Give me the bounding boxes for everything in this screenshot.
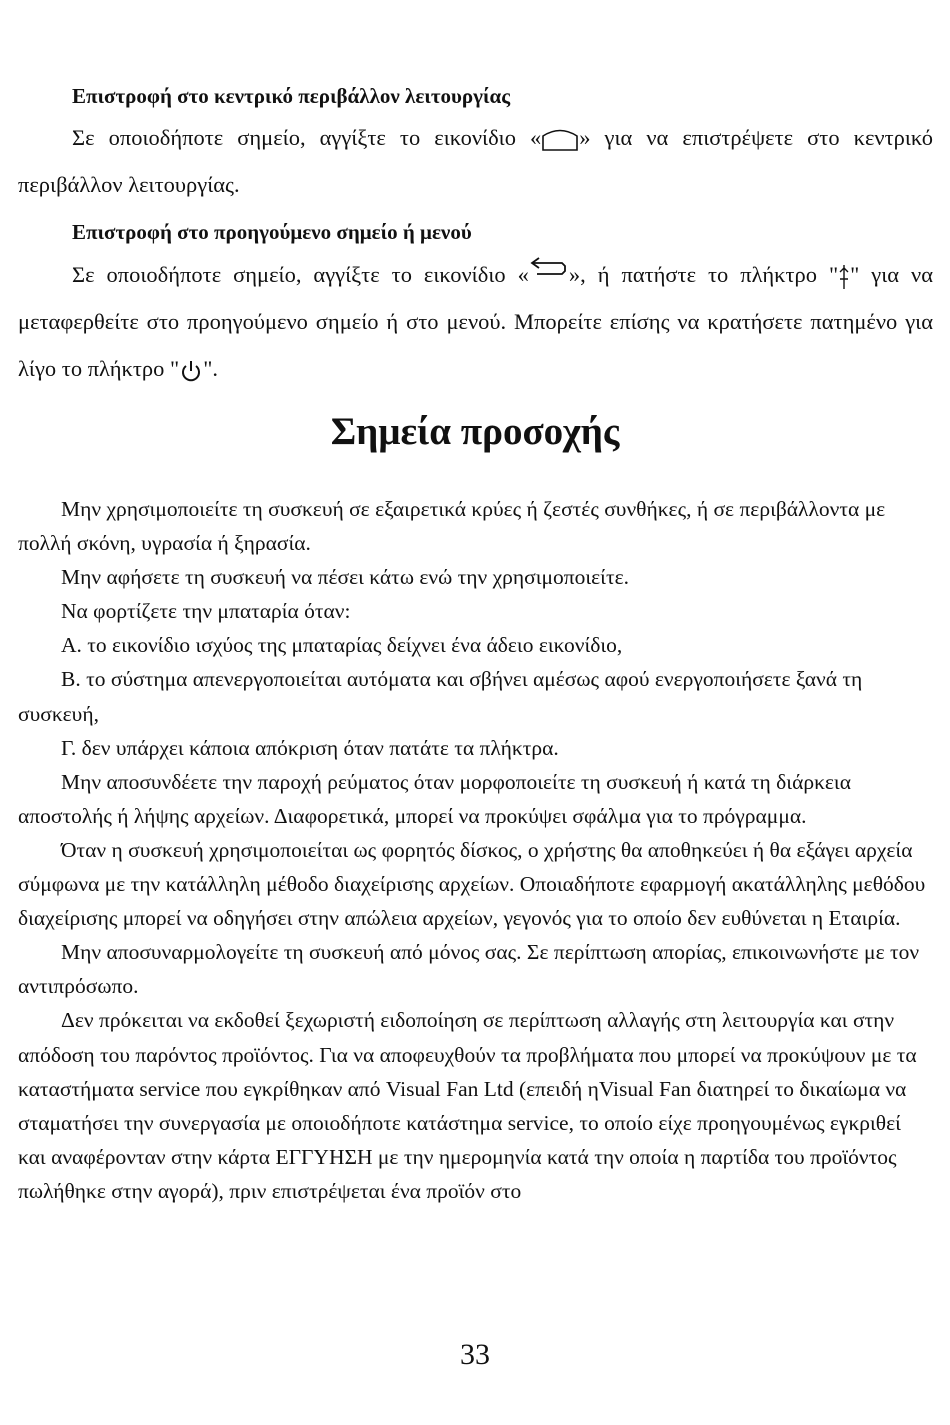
back-text-after-key: " για να μεταφερθείτε στο προηγούμενο σημείο ή στο μενού. Μπορείτε επίσης να κρατήσετε πατημένο για λίγο το πλήκτρο " — [18, 262, 934, 381]
caution-paragraph: Μην χρησιμοποιείτε τη συσκευή σε εξαιρετικά κρύες ή ζεστές συνθήκες, ή σε περιβάλλοντα με πολλή σκόνη, υγρασία ή ξηρασία. — [18, 497, 886, 556]
back-text-end: ". — [203, 356, 219, 381]
home-text-after: » για να επιστρέψετε στο κεντρικό περιβάλλον λειτουργίας. — [18, 125, 933, 197]
caution-paragraph: Να φορτίζετε την μπαταρία όταν: — [61, 599, 351, 624]
section-text-back — [18, 251, 933, 392]
caution-paragraph: Όταν η συσκευή χρησιμοποιείται ως φορητός δίσκος, ο χρήστης θα αποθηκεύει ή θα εξάγει αρχεία σύμφωνα με την κατάλληλη μέθοδο διαχείρισης αρχείων. Οποιαδήποτε εφαρμογή ακατάλληλης μεθόδου διαχείρισης μπορεί να οδηγήσει στην απώλεια αρχείων, γεγονός για το οποίο δεν ευθύνεται η Εταιρία. — [18, 837, 926, 931]
back-text-before: Σε οποιοδήποτε σημείο, αγγίξτε το εικονίδιο « — [72, 262, 529, 287]
section-text-home — [18, 114, 933, 208]
caution-paragraph: Δεν πρόκειται να εκδοθεί ξεχωριστή ειδοποίηση σε περίπτωση αλλαγής στη λειτουργία και στην απόδοση του παρόντος προϊόντος. Για να αποφευχθούν τα προβλήματα που μπορεί να προκύψουν με τα καταστήματα service που εγκρίθηκαν από Visual Fan Ltd (επειδή ηVisual Fan διατηρεί το δικαίωμα να σταματήσει την συνεργασία με οποιοδήποτε κατάστημα service, το οποίο είχε προηγουμένως εγκριθεί και αναφέρονταν στην κάρτα ΕΓΓΥΗΣΗ με την ημερομηνία κατά την οποία η παρτίδα του προϊόντος πωλήθηκε στην αγορά), πριν επιστρέψεται ένα προϊόν στο — [18, 1008, 917, 1203]
section-heading-back: Επιστροφή στο προηγούμενο σημείο ή μενού — [72, 220, 472, 244]
section-heading-home: Επιστροφή στο κεντρικό περιβάλλον λειτουργίας — [72, 84, 511, 108]
back-key-icon — [838, 264, 850, 290]
caution-paragraph: Γ. δεν υπάρχει κάποια απόκριση όταν πατάτε τα πλήκτρα. — [61, 735, 559, 760]
caution-paragraph: Β. το σύστημα απενεργοποιείται αυτόματα και σβήνει αμέσως αφού ενεργοποιήσετε ξανά τη συσκευή, — [18, 667, 863, 726]
caution-paragraph: Μην αποσυναρμολογείτε τη συσκευή από μόνος σας. Σε περίπτωση απορίας, επικοινωνήστε με τον αντιπρόσωπο. — [18, 940, 920, 999]
page-title: Σημεία προσοχής — [330, 410, 620, 453]
back-text-middle: », ή πατήστε το πλήκτρο " — [568, 262, 839, 287]
caution-paragraph: Μην αποσυνδέετε την παροχή ρεύματος όταν μορφοποιείτε τη συσκευή ή κατά τη διάρκεια αποστολής ή λήψης αρχείων. Διαφορετικά, μπορεί να προκύψει σφάλμα για το πρόγραμμα. — [18, 769, 851, 828]
page-number: 33 — [460, 1338, 490, 1371]
caution-paragraph: Μην αφήσετε τη συσκευή να πέσει κάτω ενώ την χρησιμοποιείτε. — [61, 565, 630, 590]
home-icon — [541, 128, 579, 152]
cautions-body — [18, 492, 930, 1208]
caution-paragraph: Α. το εικονίδιο ισχύος της μπαταρίας δείχνει ένα άδειο εικονίδιο, — [61, 633, 623, 658]
power-icon — [179, 359, 203, 383]
home-text-before: Σε οποιοδήποτε σημείο, αγγίξτε το εικονίδιο « — [72, 125, 542, 150]
back-arrow-icon — [529, 256, 569, 278]
